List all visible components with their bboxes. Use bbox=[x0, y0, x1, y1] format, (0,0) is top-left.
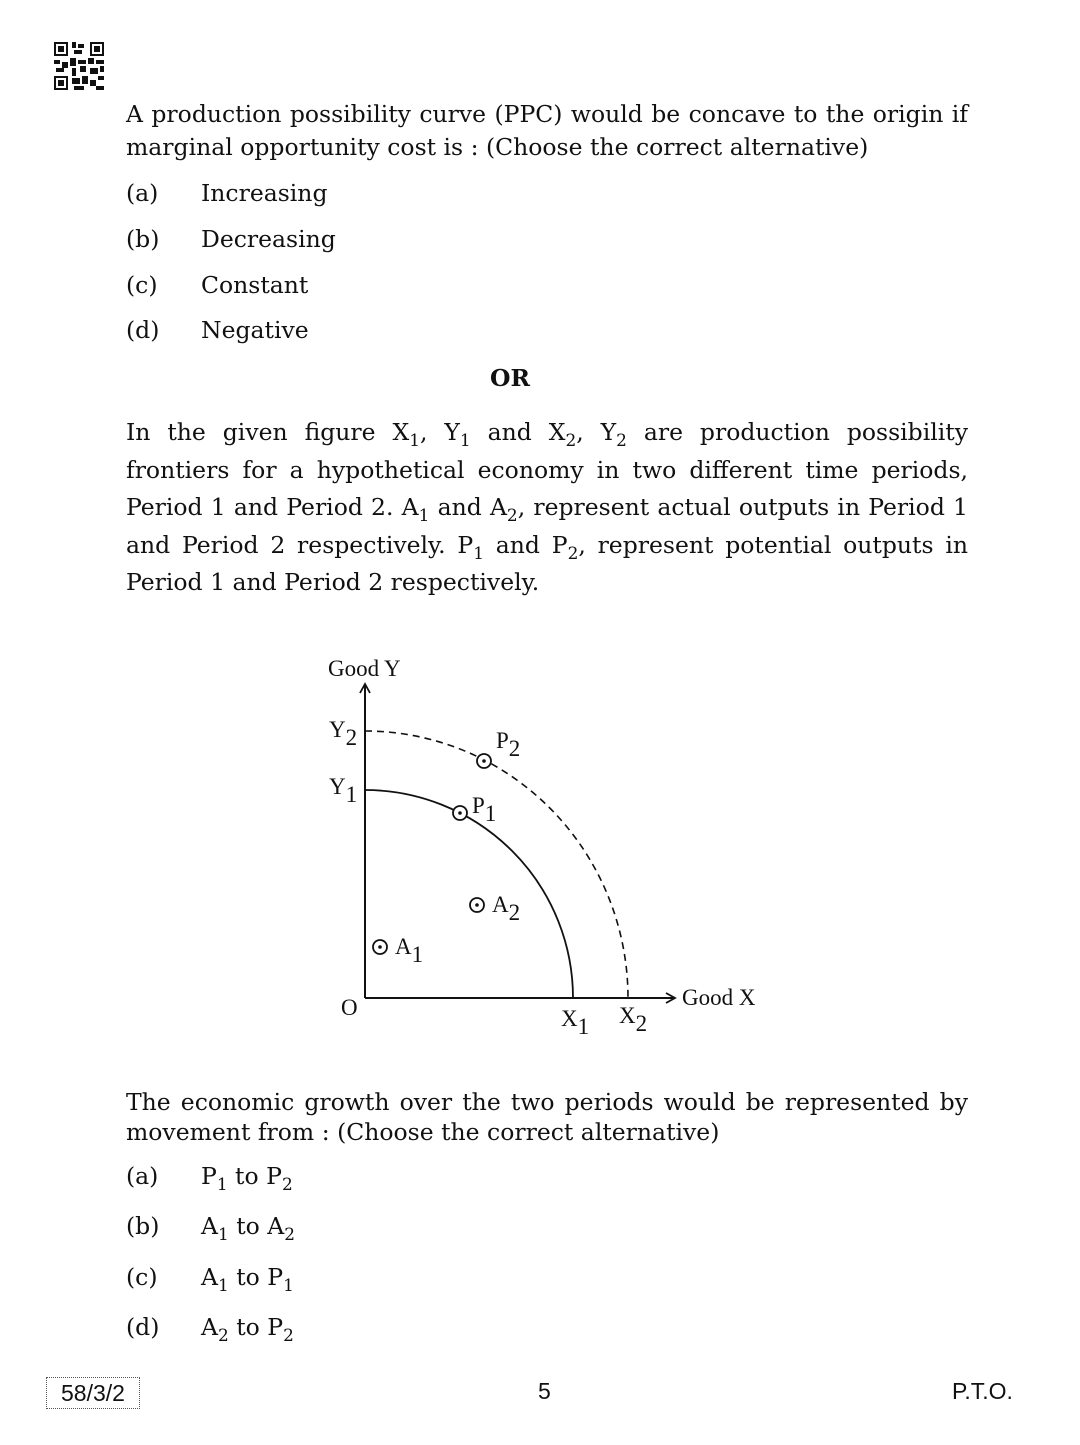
y2-label: Y2 bbox=[329, 717, 358, 750]
y1-label: Y1 bbox=[329, 774, 358, 807]
option-label: (b) bbox=[126, 1212, 160, 1240]
option-label: (a) bbox=[126, 1162, 159, 1190]
a1-label: A1 bbox=[395, 934, 424, 967]
question-1-option-b bbox=[126, 224, 336, 254]
option-text: Decreasing bbox=[201, 225, 336, 253]
question-1-stem: A production possibility curve (PPC) would be concave to the origin if marginal opportunity cost is : (Choose the correct alternative) bbox=[126, 100, 968, 161]
please-turn-over-label: P.T.O. bbox=[952, 1378, 1013, 1404]
question-2-option-b bbox=[126, 1211, 296, 1244]
question-2-option-d bbox=[126, 1312, 294, 1345]
page-number: 5 bbox=[538, 1378, 551, 1404]
option-label: (c) bbox=[126, 1263, 158, 1291]
or-separator: OR bbox=[489, 364, 530, 392]
question-2-stem: The economic growth over the two periods would be represented by movement from : (Choose the correct alternative) bbox=[126, 1088, 968, 1146]
question-1-option-a bbox=[126, 178, 328, 208]
option-label: (a) bbox=[126, 179, 159, 207]
x2-label: X2 bbox=[619, 1003, 648, 1036]
question-1-option-c bbox=[126, 270, 308, 300]
p1-label: P1 bbox=[472, 793, 497, 826]
x-axis-label: Good X bbox=[682, 985, 756, 1010]
option-text: $A_1$ to $A_2$ bbox=[201, 1212, 296, 1244]
qr-code-icon bbox=[54, 42, 104, 90]
x1-label: X1 bbox=[561, 1006, 590, 1039]
ppf-period-2-curve bbox=[365, 731, 628, 998]
option-text: $A_2$ to $P_2$ bbox=[201, 1313, 294, 1345]
origin-label: O bbox=[341, 995, 358, 1020]
point-a2-icon bbox=[470, 898, 484, 912]
paper-code-badge: 58/3/2 bbox=[46, 1377, 140, 1409]
option-text: Negative bbox=[201, 316, 309, 344]
option-label: (d) bbox=[126, 316, 160, 344]
question-2-option-c bbox=[126, 1262, 294, 1295]
question-2-option-a bbox=[126, 1161, 293, 1194]
option-text: $P_1$ to $P_2$ bbox=[201, 1162, 293, 1194]
p2-label: P2 bbox=[496, 728, 521, 761]
option-text: Increasing bbox=[201, 179, 328, 207]
option-label: (c) bbox=[126, 271, 158, 299]
option-label: (d) bbox=[126, 1313, 160, 1341]
point-p1-icon bbox=[453, 806, 467, 820]
point-p2-icon bbox=[477, 754, 491, 768]
question-1-option-d bbox=[126, 315, 309, 345]
option-text: Constant bbox=[201, 271, 309, 299]
option-text: $A_1$ to $P_1$ bbox=[201, 1263, 294, 1295]
question-2-intro: In the given figure $X_1$, $Y_1$ and $X_2$, $Y_2$ are production possibility frontiers for a hypothetical economy in two different time periods, Period 1 and Period 2. $A_1$ and $A_2$, represent actual outputs in Period 1 and Period 2 respectively. $P_1$ and $P_2$, represent potential outputs in Period 1 and Period 2 respectively. bbox=[126, 418, 968, 596]
a2-label: A2 bbox=[492, 892, 521, 925]
y-axis-label: Good Y bbox=[328, 656, 401, 681]
option-label: (b) bbox=[126, 225, 160, 253]
point-a1-icon bbox=[373, 940, 387, 954]
ppf-period-1-curve bbox=[365, 790, 573, 998]
